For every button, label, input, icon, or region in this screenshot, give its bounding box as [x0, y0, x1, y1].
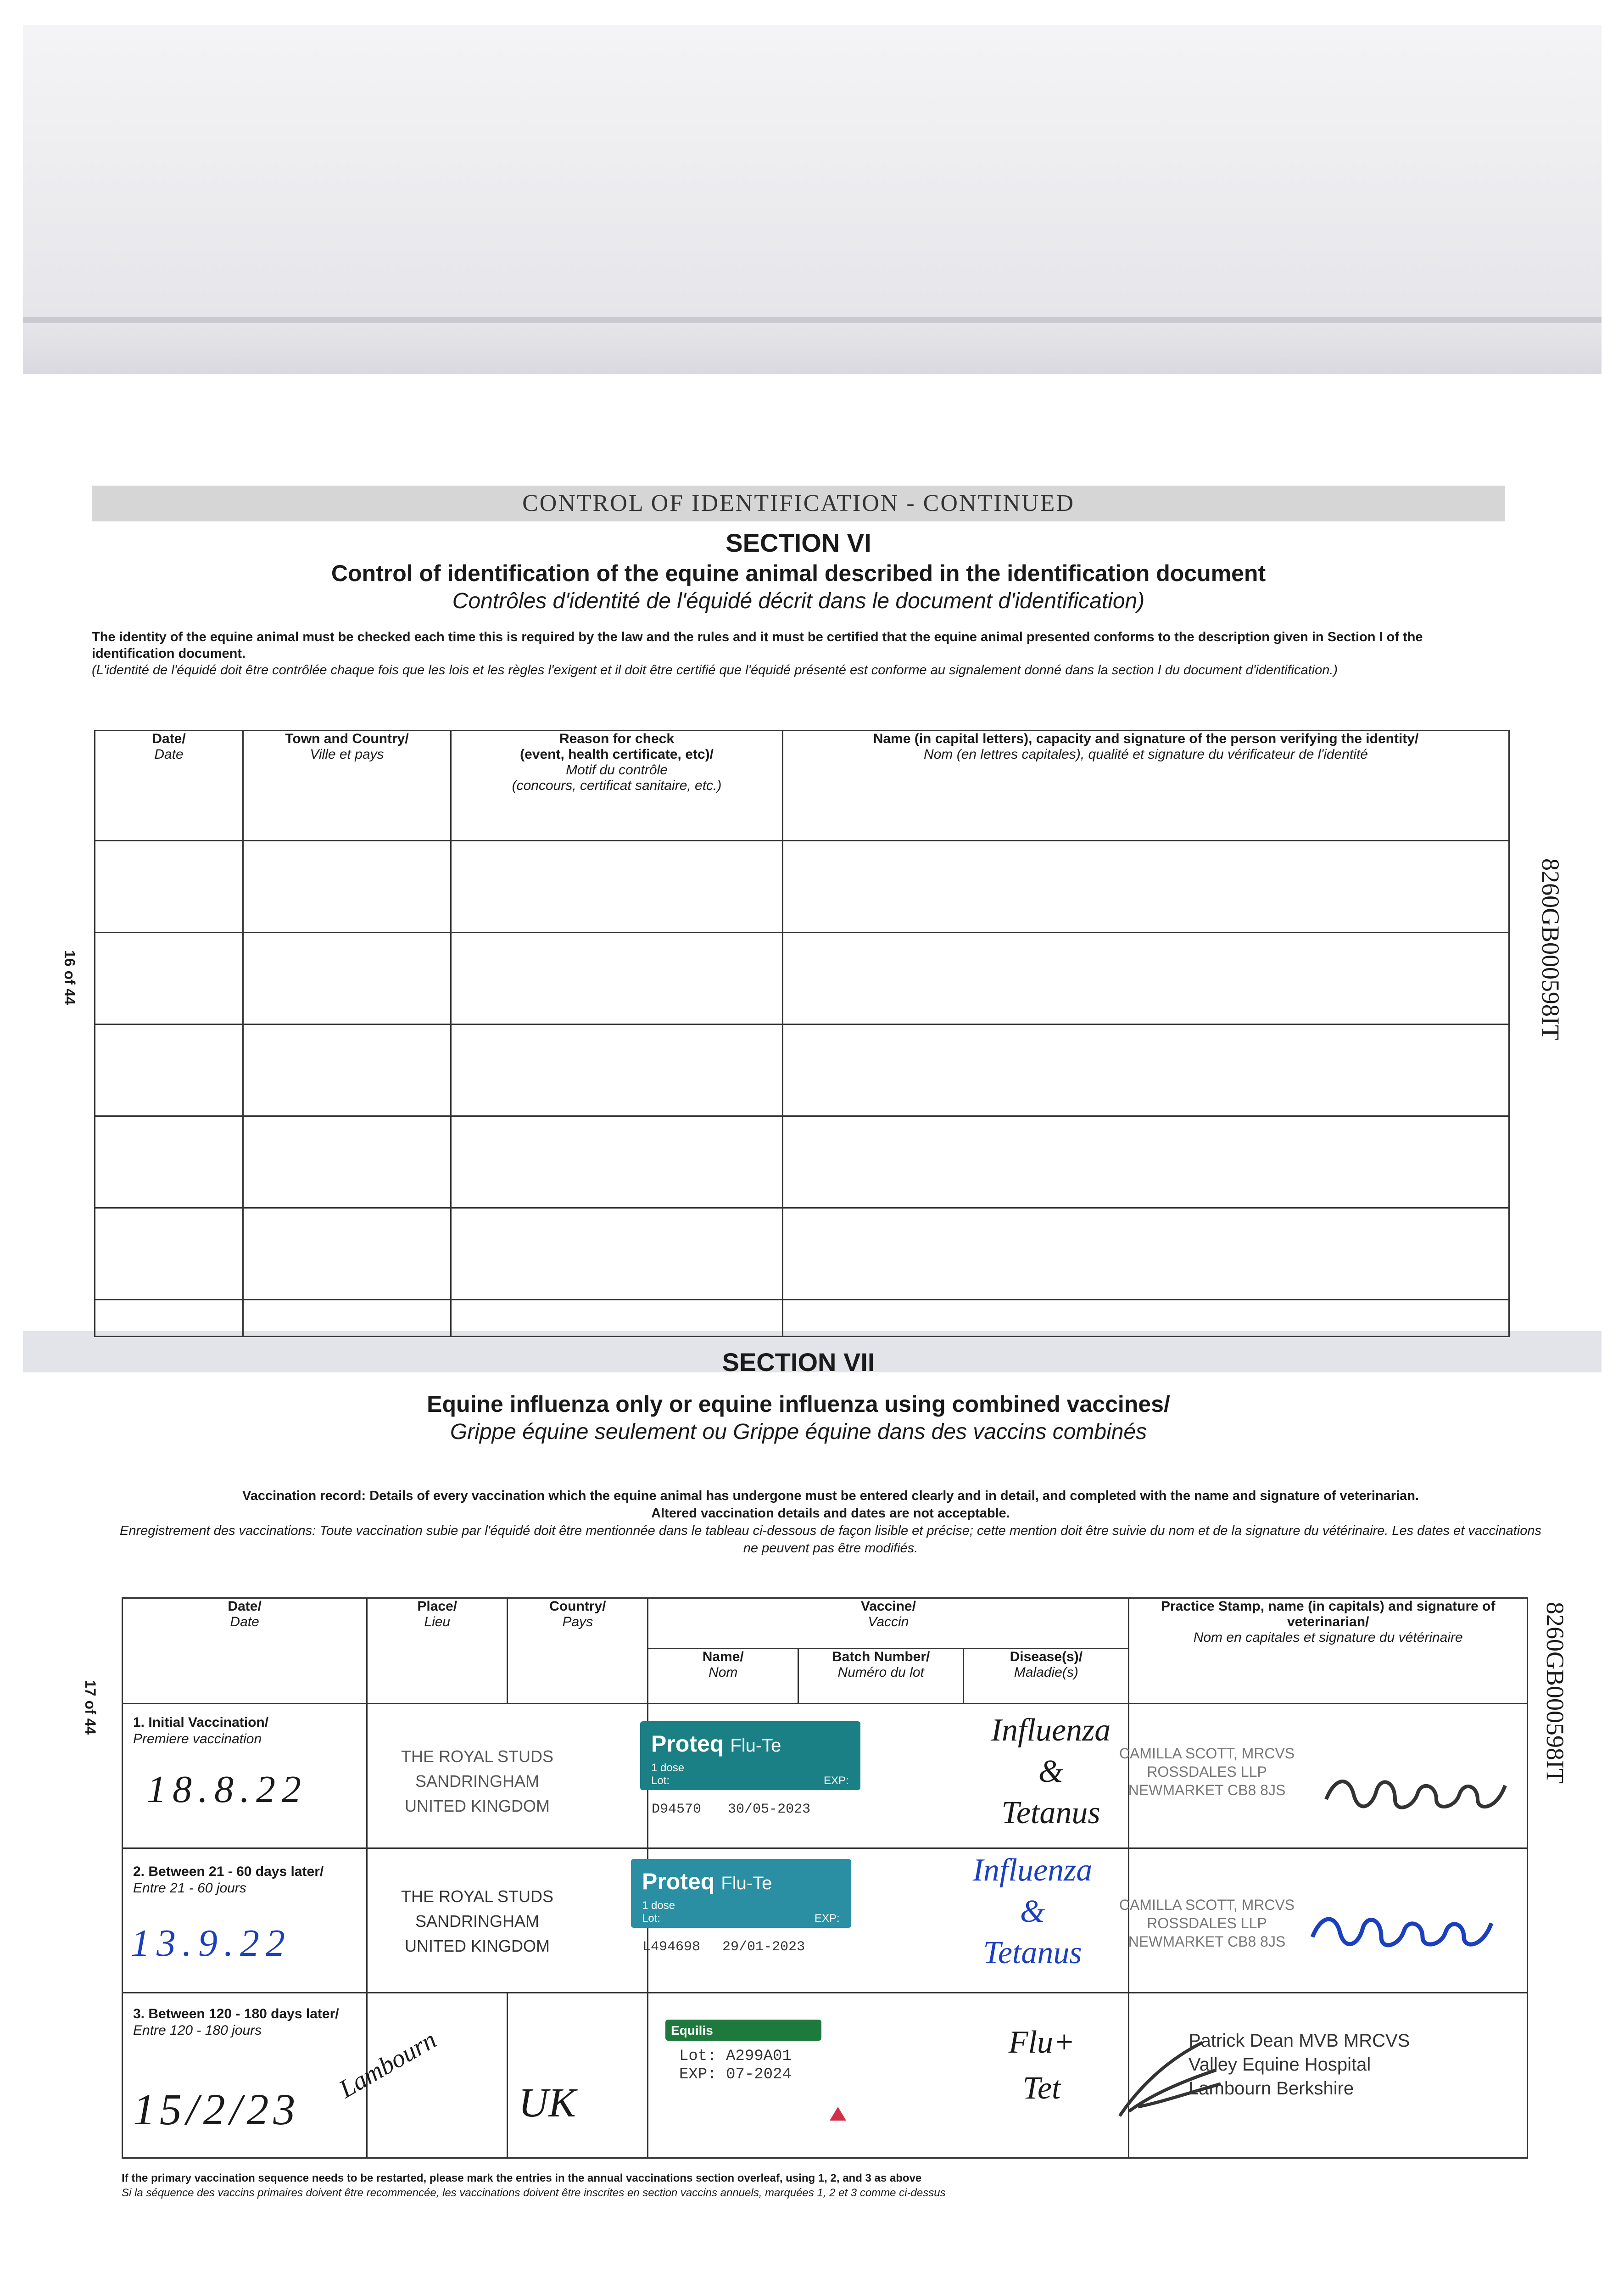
row2-vaccine-brand: Proteq [642, 1869, 715, 1894]
row3-vet-line2: Valley Equine Hospital [1189, 2054, 1371, 2075]
row2-exp-label: EXP: [815, 1912, 840, 1925]
col-date-header: Date/ Date [95, 731, 243, 841]
header-bar: CONTROL OF IDENTIFICATION - CONTINUED [92, 486, 1505, 521]
row2-signature [1308, 1905, 1501, 1962]
row2-disease-line2: & [1020, 1894, 1045, 1929]
row2-batch: L494698 [642, 1939, 701, 1955]
col-disease-header: Disease(s)/ Maladie(s) [964, 1649, 1129, 1704]
row2-vet-line1: CAMILLA SCOTT, MRCVS [1119, 1897, 1295, 1913]
row3-label-en: 3. Between 120 - 180 days later/ [133, 2006, 339, 2021]
row1-dose: 1 dose [651, 1762, 685, 1774]
row1-vet-line2: ROSSDALES LLP [1147, 1763, 1267, 1780]
table-row [95, 1208, 1509, 1300]
section-vii-note-en: Vaccination record: Details of every vaccination which the equine animal has undergone must be entered clearly and in detail, and completed with the name and signature of veterinarian. [242, 1489, 1419, 1503]
row2-vet-line3: NEWMARKET CB8 8JS [1128, 1933, 1286, 1950]
section-vi-note-en: The identity of the equine animal must be checked each time this is required by the law and the rules and it must be certified that the equine animal presented conforms to the description given in Section I of the identification document. [92, 630, 1423, 661]
row3-disease-line2: Tet [1022, 2071, 1061, 2106]
row2-vet-line2: ROSSDALES LLP [1147, 1915, 1267, 1931]
col-vname-header: Name/ Nom [648, 1649, 798, 1704]
row1-label-fr: Premiere vaccination [133, 1731, 262, 1746]
col-vaccine-header: Vaccine/ Vaccin [648, 1598, 1129, 1649]
row1-vaccine-name: Flu-Te [730, 1735, 781, 1756]
row3-vaccine-label: Equilis [671, 2023, 713, 2038]
document-id-upper: 8260GB000598IT [1537, 858, 1564, 1040]
col-date-header: Date/ Date [123, 1598, 367, 1704]
row3-country: UK [519, 2080, 576, 2126]
row2-label-fr: Entre 21 - 60 jours [133, 1881, 246, 1896]
table-row [95, 1116, 1509, 1208]
row3-label-fr: Entre 120 - 180 jours [133, 2023, 262, 2038]
col-batch-header: Batch Number/ Numéro du lot [798, 1649, 964, 1704]
row2-disease-line3: Tetanus [983, 1935, 1082, 1970]
row3-date: 15/2/23 [133, 2085, 300, 2134]
row3-batch: A299A01 [726, 2048, 792, 2065]
scan-fold-line [23, 317, 1602, 323]
section-vi-note-fr: (L'identité de l'équidé doit être contrôlée chaque fois que les lois et les règles l'exigent et il doit être certifié que l'équidé présenté est conforme au signalement donné dans la section I du document d'identification.) [92, 663, 1338, 677]
row1-batch: D94570 [652, 1802, 702, 1817]
row1-signature [1322, 1767, 1514, 1825]
row1-place-line1: THE ROYAL STUDS [401, 1747, 554, 1766]
row2-dose: 1 dose [642, 1899, 675, 1912]
col-reason-header: Reason for check (event, health certificate, etc)/ Motif du contrôle (concours, certificat sanitaire, etc.) [451, 731, 783, 841]
vaccine-sticker-3 [665, 2020, 821, 2041]
row2-vaccine-name: Flu-Te [721, 1873, 772, 1893]
footnote-fr: Si la séquence des vaccins primaires doivent être recommencée, les vaccinations doivent être inscrites en section vaccins annuels, marquées 1, 2 et 3 comme ci-dessus [122, 2187, 946, 2199]
row1-disease-line3: Tetanus [1001, 1795, 1100, 1830]
identity-check-table [94, 730, 1510, 1337]
section-vi-title: SECTION VI [725, 528, 871, 557]
row1-lot-label: Lot: [651, 1774, 670, 1787]
vaccine-sticker-2 [631, 1859, 851, 1928]
row3-place: Lambourn [334, 2025, 441, 2104]
row1-place-line3: UNITED KINGDOM [404, 1797, 550, 1815]
row2-place-line3: UNITED KINGDOM [404, 1937, 550, 1955]
red-mark [830, 2107, 846, 2121]
footnote-en: If the primary vaccination sequence needs to be restarted, please mark the entries in the annual vaccinations section overleaf, using 1, 2, and 3 as above [122, 2172, 922, 2184]
section-vii-note-en2: Altered vaccination details and dates are not acceptable. [651, 1506, 1010, 1521]
col-practice-header: Practice Stamp, name (in capitals) and signature of veterinarian/ Nom en capitales et signature du vétérinaire [1129, 1598, 1528, 1704]
row2-lot-label: Lot: [642, 1912, 661, 1925]
row1-disease-line2: & [1038, 1754, 1064, 1789]
row1-label-en: 1. Initial Vaccination/ [133, 1715, 269, 1730]
row1-disease-line1: Influenza [991, 1713, 1111, 1748]
row3-expiry: 07-2024 [726, 2066, 792, 2083]
row1-vet-line1: CAMILLA SCOTT, MRCVS [1119, 1745, 1295, 1762]
table-row [95, 1300, 1509, 1337]
col-town-header: Town and Country/ Ville et pays [243, 731, 451, 841]
row3-vet-line1: Patrick Dean MVB MRCVS [1189, 2031, 1410, 2051]
row2-disease-line1: Influenza [972, 1853, 1093, 1888]
page-number-17: 17 of 44 [82, 1680, 99, 1735]
row2-label-en: 2. Between 21 - 60 days later/ [133, 1864, 324, 1879]
row1-vet-line3: NEWMARKET CB8 8JS [1128, 1782, 1286, 1798]
row2-date: 13.9.22 [131, 1922, 291, 1965]
section-vii-note-fr: Enregistrement des vaccinations: Toute vaccination subie par l'équidé doit être mentionnée dans le tableau ci-dessous de façon lisible et précise; cette mention doit être suivie du nom et de la signature du vétérinaire. Les dates et vaccinations ne peuvent pas être modifiés. [119, 1523, 1541, 1556]
section-vi-heading-fr: Contrôles d'identité de l'équidé décrit dans le document d'identification) [452, 589, 1145, 613]
row3-disease-line1: Flu+ [1008, 2025, 1075, 2060]
page-number-16: 16 of 44 [61, 950, 78, 1005]
row3-exp-label: EXP: [679, 2066, 717, 2083]
row1-expiry: 30/05-2023 [728, 1802, 811, 1817]
vaccine-sticker-1 [640, 1721, 860, 1790]
row2-place-line1: THE ROYAL STUDS [401, 1887, 554, 1906]
table-row [95, 1024, 1509, 1116]
row1-exp-label: EXP: [824, 1774, 849, 1787]
row3-vet-line3: Lambourn Berkshire [1189, 2078, 1354, 2099]
row3-lot-label: Lot: [679, 2048, 717, 2065]
section-vii-heading-fr: Grippe équine seulement ou Grippe équine dans des vaccins combinés [450, 1420, 1147, 1444]
col-verifier-header: Name (in capital letters), capacity and signature of the person verifying the identity/ Nom (en lettres capitales), qualité et signature du vérificateur de l'identité [783, 731, 1509, 841]
col-country-header: Country/ Pays [508, 1598, 648, 1704]
table-row [95, 841, 1509, 933]
row2-place-line2: SANDRINGHAM [415, 1912, 540, 1931]
row1-vaccine-brand: Proteq [651, 1731, 724, 1757]
col-place-header: Place/ Lieu [367, 1598, 508, 1704]
table-row [95, 933, 1509, 1024]
section-vii-title: SECTION VII [722, 1348, 875, 1377]
row1-date: 18.8.22 [147, 1768, 307, 1811]
row1-place-line2: SANDRINGHAM [415, 1772, 540, 1791]
section-vii-heading-en: Equine influenza only or equine influenza using combined vaccines/ [427, 1391, 1170, 1417]
section-vi-heading-en: Control of identification of the equine animal described in the identification document [331, 560, 1266, 586]
document-id-lower: 8260GB000598IT [1541, 1602, 1569, 1784]
row2-expiry: 29/01-2023 [722, 1939, 805, 1955]
